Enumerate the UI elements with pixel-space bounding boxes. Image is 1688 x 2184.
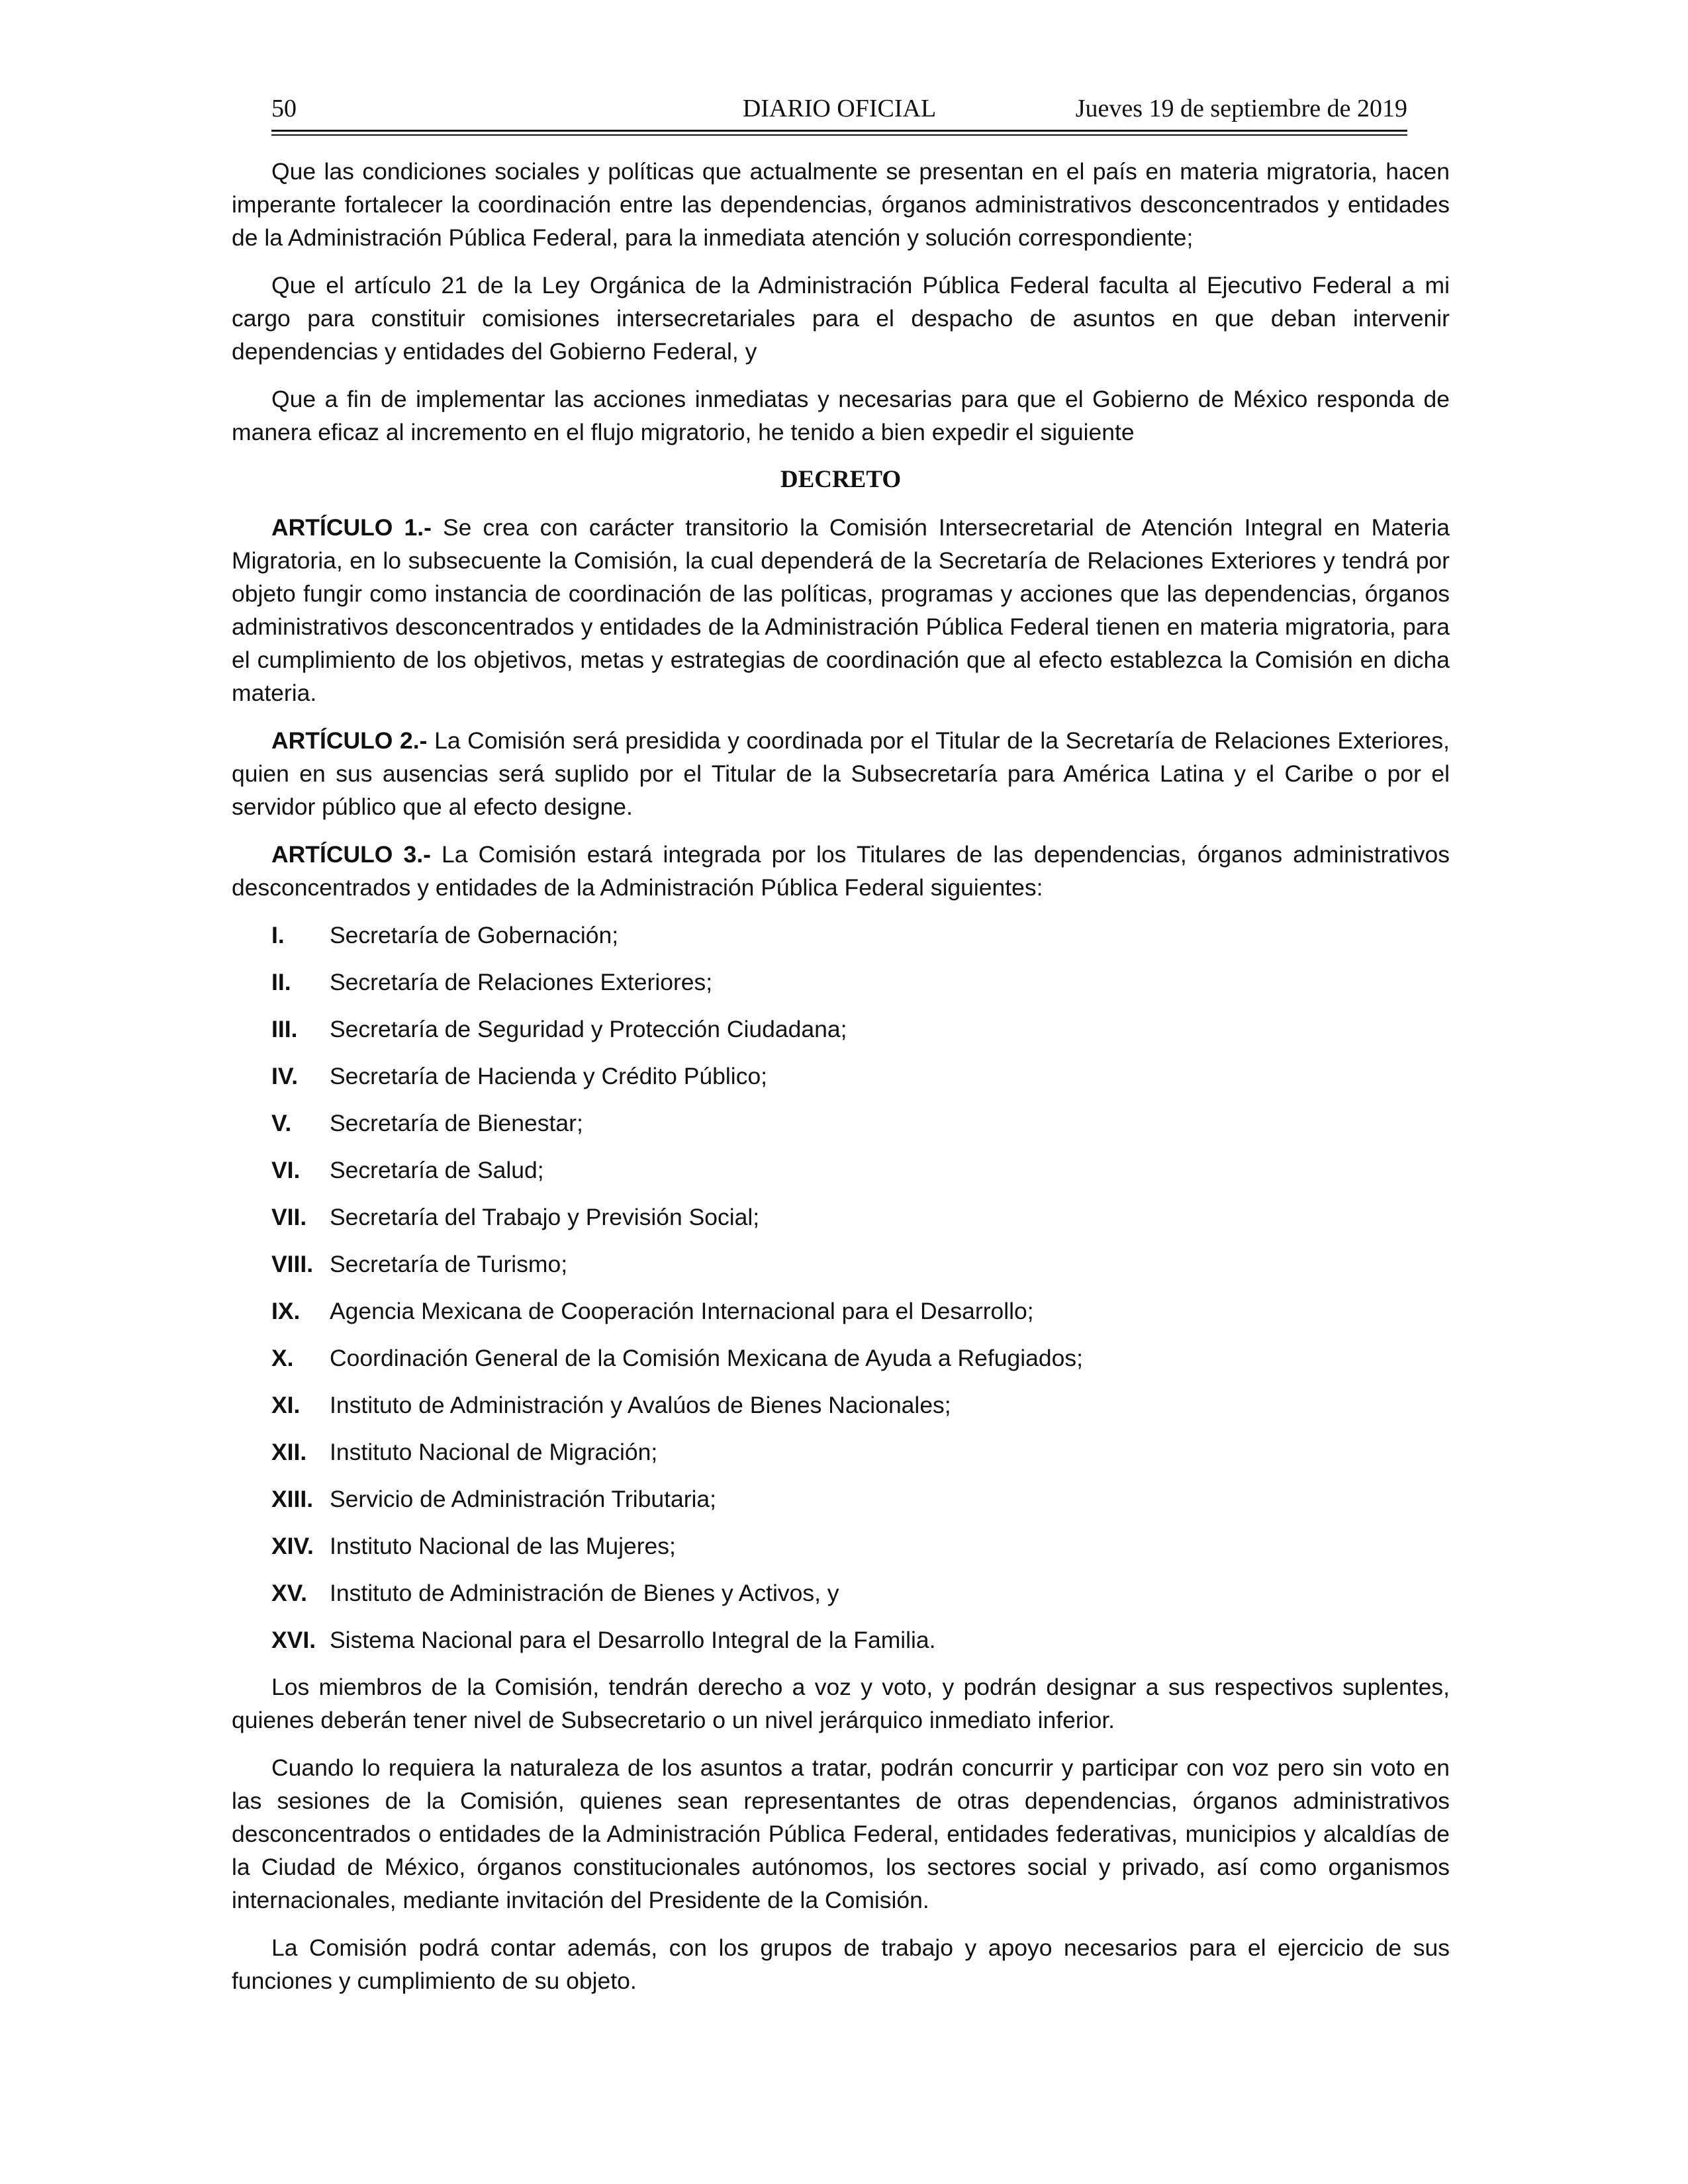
publication-name: DIARIO OFICIAL (742, 95, 937, 122)
page-header (271, 94, 1407, 131)
list-item-text: Instituto de Administración de Bienes y Activos, y (330, 1580, 839, 1606)
decree-heading: DECRETO (780, 466, 902, 493)
article-2 (232, 724, 1450, 823)
intro-paragraph-2: Que el artículo 21 de la Ley Orgánica de la Administración Pública Federal faculta al Ejecutivo Federal a mi cargo para constituir comisiones intersecretariales para el despacho de asuntos en que deban intervenir dependencias y entidades del Gobierno Federal, y (232, 272, 1450, 365)
article-3 (232, 838, 1450, 904)
list-item (232, 1154, 1450, 1187)
intro-paragraph-3: Que a fin de implementar las acciones inmediatas y necesarias para que el Gobierno de México responda de manera eficaz al incremento en el flujo migratorio, he tenido a bien expedir el siguiente (232, 386, 1450, 445)
list-item-text: Secretaría de Turismo; (330, 1251, 568, 1277)
document-page (232, 0, 1450, 2184)
list-item-text: Agencia Mexicana de Cooperación Internacional para el Desarrollo; (330, 1298, 1034, 1324)
list-item (232, 1060, 1450, 1093)
list-item-number: X. (271, 1345, 294, 1371)
intro-paragraph-1: Que las condiciones sociales y políticas que actualmente se presentan en el país en materia migratoria, hacen imperante fortalecer la coordinación entre las dependencias, órganos administrativos desconcentrados y entidades de la Administración Pública Federal, para la inmediata atención y solución correspondiente; (232, 158, 1450, 251)
list-item-number: XIV. (271, 1533, 314, 1559)
list-item-number: III. (271, 1016, 298, 1042)
list-item-text: Coordinación General de la Comisión Mexicana de Ayuda a Refugiados; (330, 1345, 1084, 1371)
list-item (232, 1201, 1450, 1234)
closing-paragraph-2: Cuando lo requiera la naturaleza de los asuntos a tratar, podrán concurrir y participar con voz pero sin voto en las sesiones de la Comisión, quienes sean representantes de otras dependencias, órganos administrativos desconcentrados o entidades de la Administración Pública Federal, entidades federativas, municipios y alcaldías de la Ciudad de México, órganos constitucionales autónomos, los sectores social y privado, así como organismos internacionales, mediante invitación del Presidente de la Comisión. (232, 1754, 1450, 1913)
list-item (232, 919, 1450, 952)
list-item-number: VIII. (271, 1251, 314, 1277)
list-item (232, 1107, 1450, 1140)
list-item-number: VI. (271, 1157, 301, 1183)
list-item-number: IV. (271, 1063, 299, 1089)
list-item-number: IX. (271, 1298, 301, 1324)
list-item-text: Sistema Nacional para el Desarrollo Integral de la Familia. (330, 1627, 936, 1653)
list-item-number: XV. (271, 1580, 307, 1606)
list-item (232, 966, 1450, 999)
list-item-number: V. (271, 1110, 292, 1136)
list-item-number: II. (271, 969, 291, 995)
article-1-text: Se crea con carácter transitorio la Comisión Intersecretarial de Atención Integral en Materia Migratoria, en lo subsecuente la Comisión, la cual dependerá de la Secretaría de Relaciones Exteriores y tendrá por objeto fungir como instancia de coordinación de las políticas, programas y acciones que las dependencias, órganos administrativos desconcentrados y entidades de la Administración Pública Federal tienen en materia migratoria, para el cumplimiento de los objetivos, metas y estrategias de coordinación que al efecto establezca la Comisión en dicha materia. (232, 514, 1450, 706)
list-item (232, 1388, 1450, 1422)
list-item-text: Secretaría del Trabajo y Previsión Social; (330, 1204, 760, 1230)
article-2-label: ARTÍCULO 2.- (271, 727, 428, 754)
list-item-text: Instituto Nacional de Migración; (330, 1439, 658, 1465)
closing-paragraph-1: Los miembros de la Comisión, tendrán derecho a voz y voto, y podrán designar a sus respectivos suplentes, quienes deberán tener nivel de Subsecretario o un nivel jerárquico inmediato inferior. (232, 1674, 1450, 1733)
list-item-number: VII. (271, 1204, 307, 1230)
list-item-number: XIII. (271, 1486, 314, 1512)
article-2-text: La Comisión será presidida y coordinada por el Titular de la Secretaría de Relaciones Exteriores, quien en sus ausencias será suplido por el Titular de la Subsecretaría para América Latina y el Caribe o por el servidor público que al efecto designe. (232, 727, 1450, 820)
list-item-text: Secretaría de Salud; (330, 1157, 544, 1183)
list-item (232, 1295, 1450, 1328)
list-item (232, 1482, 1450, 1516)
list-item-number: I. (271, 922, 285, 948)
list-item (232, 1013, 1450, 1046)
article-3-text: La Comisión estará integrada por los Titulares de las dependencias, órganos administrativos desconcentrados y entidades de la Administración Pública Federal siguientes: (232, 841, 1450, 901)
list-item-text: Servicio de Administración Tributaria; (330, 1486, 717, 1512)
list-item-number: XII. (271, 1439, 307, 1465)
list-item-text: Secretaría de Hacienda y Crédito Público; (330, 1063, 768, 1089)
list-item (232, 1529, 1450, 1563)
list-item (232, 1576, 1450, 1610)
list-item-number: XI. (271, 1392, 301, 1418)
list-item (232, 1248, 1450, 1281)
article-1 (232, 511, 1450, 709)
list-item-text: Instituto de Administración y Avalúos de Bienes Nacionales; (330, 1392, 951, 1418)
page-number: 50 (271, 95, 297, 122)
member-list (232, 919, 1450, 1657)
header-rule-top (271, 130, 1407, 132)
list-item-text: Secretaría de Bienestar; (330, 1110, 583, 1136)
list-item (232, 1623, 1450, 1657)
article-1-label: ARTÍCULO 1.- (271, 514, 432, 541)
list-item-text: Secretaría de Gobernación; (330, 922, 619, 948)
header-rule-bottom (271, 134, 1407, 136)
list-item-text: Secretaría de Seguridad y Protección Ciudadana; (330, 1016, 847, 1042)
list-item (232, 1435, 1450, 1469)
closing-paragraph-3: La Comisión podrá contar además, con los grupos de trabajo y apoyo necesarios para el ejercicio de sus funciones y cumplimiento de su objeto. (232, 1934, 1450, 1994)
document-body (232, 155, 1450, 2012)
list-item (232, 1342, 1450, 1375)
list-item-number: XVI. (271, 1627, 316, 1653)
list-item-text: Instituto Nacional de las Mujeres; (330, 1533, 676, 1559)
list-item-text: Secretaría de Relaciones Exteriores; (330, 969, 713, 995)
publication-date: Jueves 19 de septiembre de 2019 (1075, 95, 1407, 122)
article-3-label: ARTÍCULO 3.- (271, 841, 431, 868)
